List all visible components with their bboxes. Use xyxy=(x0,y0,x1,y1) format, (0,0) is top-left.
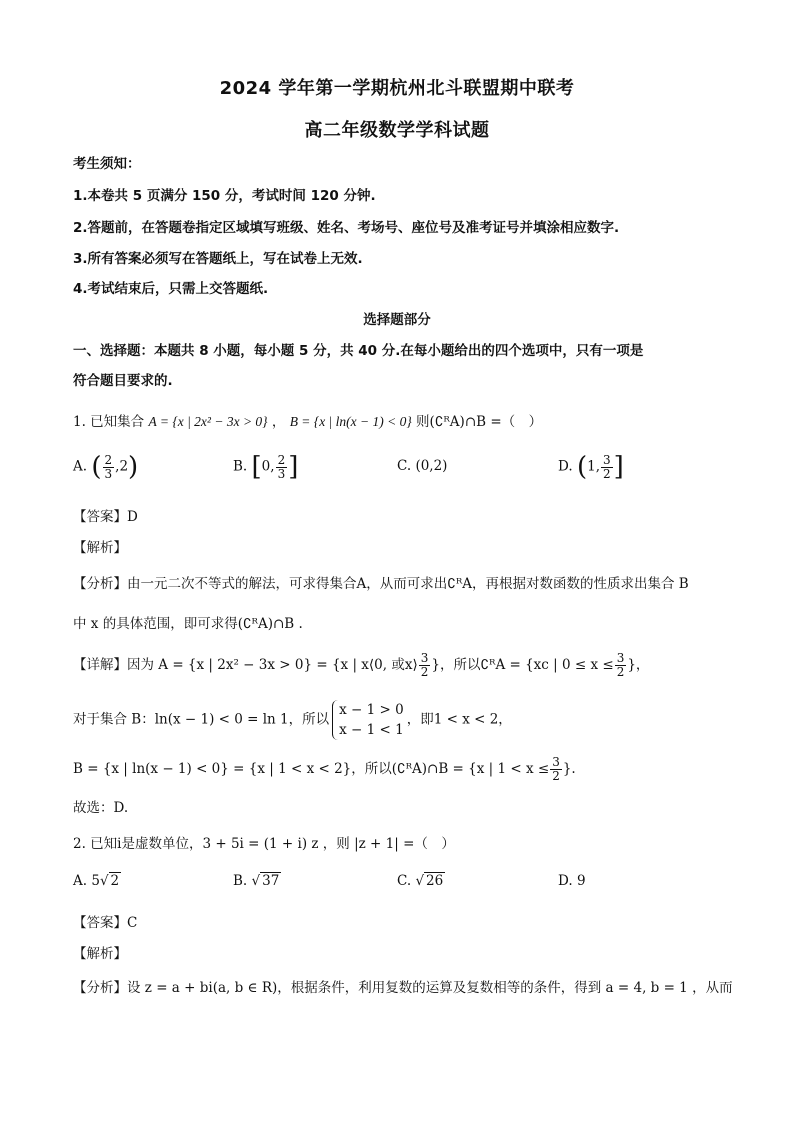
left-bracket-icon: [ xyxy=(251,452,262,482)
q1-option-a-label: A. xyxy=(73,458,88,475)
q1-stem xyxy=(73,410,542,430)
q1-analysis-line1: 【分析】由一元二次不等式的解法，可求得集合A，从而可求出∁ᴿA，再根据对数函数的性质求出集合 B xyxy=(73,576,689,592)
q1-option-c-label: C. xyxy=(397,458,412,474)
q1-detail-line2: 对于集合 B：ln(x − 1) < 0 = ln 1，所以 x − 1 > 0 x − 1 < 1 ，即1 < x < 2， xyxy=(73,702,512,738)
q1-option-c xyxy=(397,458,447,474)
q1-comma: ， xyxy=(271,414,286,430)
right-bracket-icon: ] xyxy=(288,452,299,482)
q1-detail-line3: B = {x | ln(x − 1) < 0} = {x | 1 < x < 2}，所以(∁ᴿA)∩B = {x | 1 < x ≤ $\frac{3}{2}$ }. xyxy=(73,755,576,783)
q2-analysis-tag: 【解析】 xyxy=(73,946,127,962)
q2-option-c: C. √ 26 xyxy=(397,873,444,889)
q1-set-b: B = {x | ln(x − 1) < 0} xyxy=(289,414,412,429)
q1-option-b: B. [0, $\frac{2}{3}$ ] xyxy=(233,452,299,482)
left-paren-icon: ( xyxy=(91,452,102,482)
sqrt-icon: √ xyxy=(251,873,261,889)
q1-answer: 【答案】D xyxy=(73,509,138,525)
notice-item-4: 4.考试结束后，只需上交答题纸. xyxy=(73,281,269,297)
q1-option-a: A. ( $\frac{2}{3}$ ,2) xyxy=(73,452,139,482)
q1-option-d-frac: $\frac{3}{2}$ xyxy=(602,452,611,481)
q1-analysis-line2: 中 x 的具体范围，即可求得(∁ᴿA)∩B . xyxy=(73,616,303,632)
q1-conclusion: 故选：D. xyxy=(73,800,129,816)
q2-option-b: B. √ 37 xyxy=(233,873,280,889)
q1-detail-label: 【详解】 xyxy=(73,657,127,673)
q1-option-d: D. (1, $\frac{3}{2}$ ] xyxy=(558,452,624,482)
notice-item-3: 3.所有答案必须写在答题纸上，写在试卷上无效. xyxy=(73,251,363,267)
notice-item-1: 1.本卷共 5 页满分 150 分，考试时间 120 分钟. xyxy=(73,188,376,204)
q1-detail-line1: 【详解】因为 A = {x | 2x² − 3x > 0} = {x | x⟨0, 或x⟩ $\frac{3}{2}$ }，所以∁ᴿA = {xc | 0 ≤ x ≤ $\frac{3}{2}$ }， xyxy=(73,651,650,679)
q1-analysis-tag: 【解析】 xyxy=(73,540,127,556)
q1-question: 则(∁ᴿA)∩B =（ ） xyxy=(416,414,543,430)
q1-option-c-value: (0,2) xyxy=(415,458,448,474)
exam-subtitle: 高二年级数学学科试题 xyxy=(304,120,490,141)
q1-option-a-frac: $\frac{2}{3}$ xyxy=(104,452,113,481)
q2-stem: 2. 已知i是虚数单位，3 + 5i = (1 + i) z ，则 |z + 1| =（ ） xyxy=(73,836,455,852)
section-intro-line1: 一、选择题：本题共 8 小题，每小题 5 分，共 40 分.在每小题给出的四个选项中，只有一项是 xyxy=(73,343,644,359)
section-title: 选择题部分 xyxy=(363,312,431,328)
q2-option-a: A. 5√ 2 xyxy=(73,873,120,889)
q1-set-a: A = {x | 2x² − 3x > 0} xyxy=(148,414,268,429)
q1-option-b-frac: $\frac{2}{3}$ xyxy=(277,452,286,481)
sqrt-icon: √ xyxy=(415,873,425,889)
sqrt-icon: √ xyxy=(99,873,109,889)
section-intro-line2: 符合题目要求的. xyxy=(73,373,173,389)
q2-answer: 【答案】C xyxy=(73,915,138,931)
exam-title: 2024 学年第一学期杭州北斗联盟期中联考 xyxy=(219,78,575,99)
q1-prefix: 1. 已知集合 xyxy=(73,414,145,430)
inequality-system: x − 1 > 0 x − 1 < 1 xyxy=(332,700,404,740)
q1-option-d-label: D. xyxy=(558,458,573,475)
q2-option-d: D. 9 xyxy=(558,873,586,889)
q1-option-b-label: B. xyxy=(233,458,248,475)
notice-item-2: 2.答题前，在答题卷指定区域填写班级、姓名、考场号、座位号及准考证号并填涂相应数字. xyxy=(73,220,620,236)
right-bracket-icon: ] xyxy=(613,452,624,482)
left-paren-icon: ( xyxy=(576,452,588,482)
right-paren-icon: ) xyxy=(128,452,139,482)
notice-heading: 考生须知： xyxy=(73,156,141,172)
q2-analysis-line1: 【分析】设 z = a + bi(a, b ∈ R)，根据条件，利用复数的运算及复数相等的条件，得到 a = 4, b = 1 ，从而 xyxy=(73,980,733,996)
